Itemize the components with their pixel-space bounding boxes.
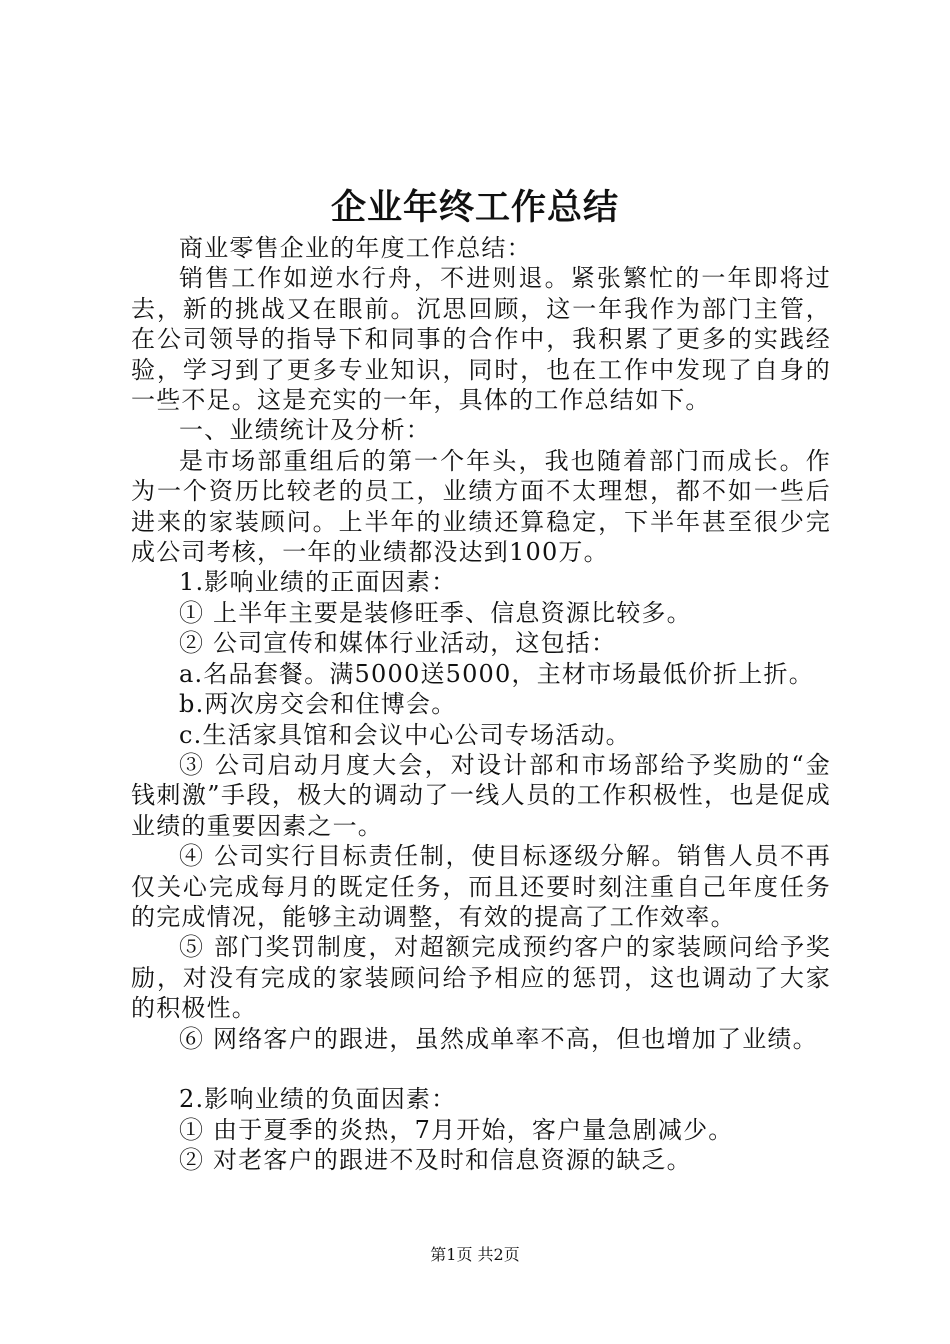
- list-item: ② 对老客户的跟进不及时和信息资源的缺乏。: [179, 1146, 692, 1175]
- page-footer: 第1页 共2页: [430, 1245, 520, 1264]
- document-title: 企业年终工作总结: [330, 187, 619, 228]
- paragraph: 商业零售企业的年度工作总结：: [179, 234, 532, 262]
- list-item: ⑤ 部门奖罚制度，对超额完成预约客户的家装顾问给予奖励，对没有完成的家装顾问给予相应的惩罚，这也调动了大家的积极性。: [131, 933, 831, 1023]
- blank-line: [131, 1054, 831, 1084]
- list-item: ④ 公司实行目标责任制，使目标逐级分解。销售人员不再仅关心完成每月的既定任务，而且还要时刻注重自己年度任务的完成情况，能够主动调整，有效的提高了工作效率。: [131, 842, 831, 931]
- list-item: ① 由于夏季的炎热，7月开始，客户量急剧减少。: [179, 1115, 734, 1144]
- paragraph: 是市场部重组后的第一个年头，我也随着部门而成长。作为一个资历比较老的员工，业绩方面不太理想，都不如一些后进来的家装顾问。上半年的业绩还算稳定，下半年甚至很少完成公司考核，一年的业绩都没达到100万。: [131, 446, 831, 567]
- section-heading: 一、业绩统计及分析：: [179, 416, 431, 445]
- list-item: a.名品套餐。满5000送5000，主材市场最低价折上折。: [179, 659, 814, 688]
- subsection-heading: 2.影响业绩的负面因素：: [179, 1085, 457, 1114]
- list-item: c.生活家具馆和会议中心公司专场活动。: [179, 720, 631, 749]
- list-item: b.两次房交会和住博会。: [179, 690, 457, 719]
- paragraph: 销售工作如逆水行舟，不进则退。紧张繁忙的一年即将过去，新的挑战又在眼前。沉思回顾，这一年我作为部门主管，在公司领导的指导下和同事的合作中，我积累了更多的实践经验，学习到了更多专业知识，同时，也在工作中发现了自身的一些不足。这是充实的一年，具体的工作总结如下。: [131, 264, 831, 415]
- document-body: [131, 233, 831, 1176]
- list-item: ⑥ 网络客户的跟进，虽然成单率不高，但也增加了业绩。: [179, 1024, 818, 1053]
- list-item: ③ 公司启动月度大会，对设计部和市场部给予奖励的“金钱刺激”手段，极大的调动了一线人员的工作积极性，也是促成业绩的重要因素之一。: [131, 750, 831, 840]
- list-item: ① 上半年主要是装修旺季、信息资源比较多。: [179, 598, 692, 627]
- list-item: ② 公司宣传和媒体行业活动，这包括：: [179, 629, 617, 658]
- subsection-heading: 1.影响业绩的正面因素：: [179, 568, 457, 597]
